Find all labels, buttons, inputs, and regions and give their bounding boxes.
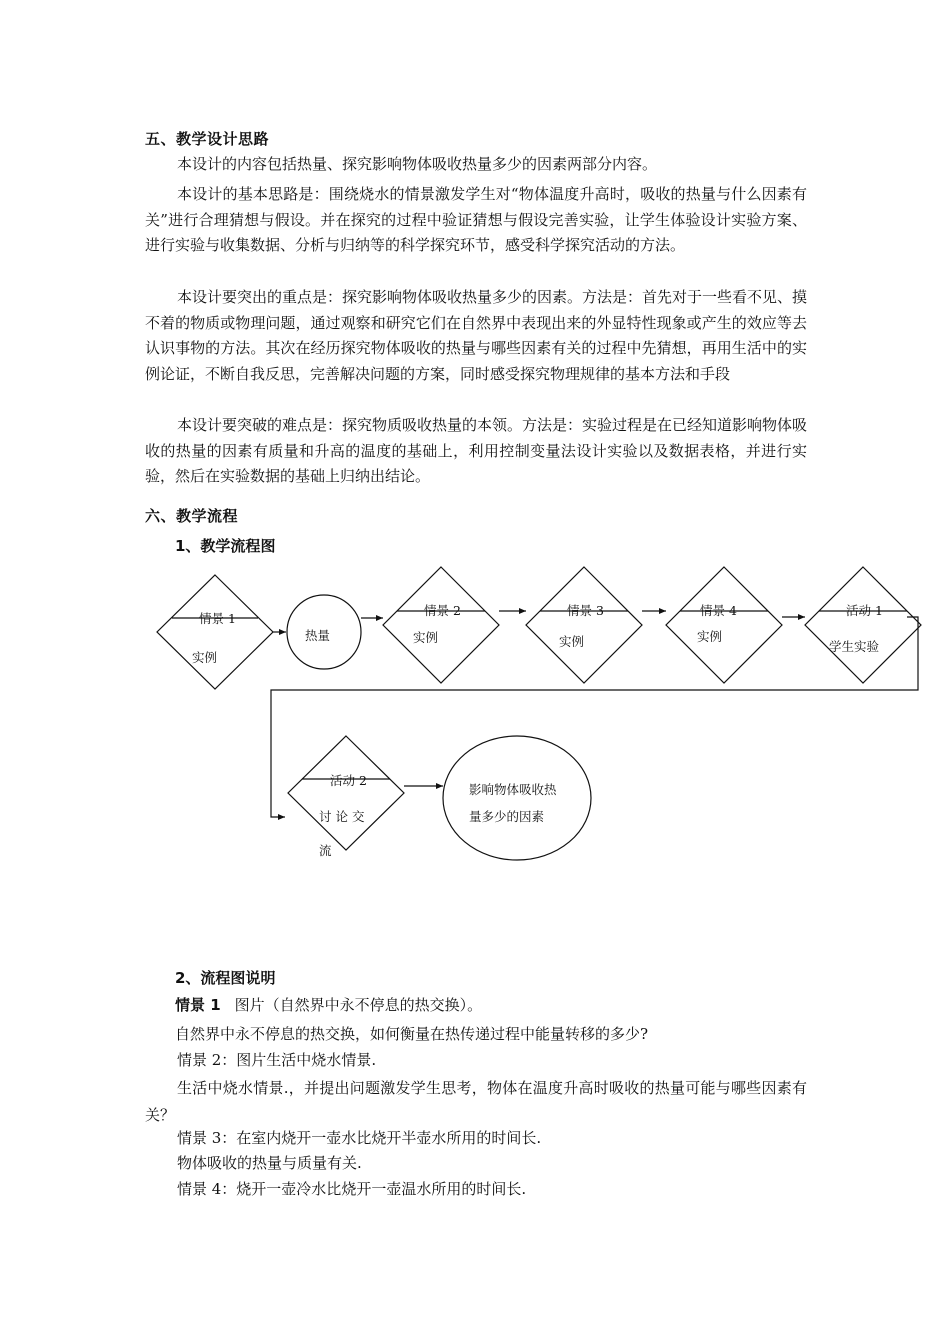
flow-node-activity-1-shape [805, 567, 921, 683]
flow-node-factors-label-line1: 影响物体吸收热 [469, 782, 557, 797]
flow-node-scene-2-title: 情景 2 [424, 603, 461, 618]
flow-node-scene-4-shape [666, 567, 782, 683]
flow-node-scene-3-title: 情景 3 [567, 603, 604, 618]
section-5-paragraph-1: 本设计的内容包括热量、探究影响物体吸收热量多少的因素两部分内容。 [177, 155, 658, 173]
flow-node-activity-2-shape [288, 736, 404, 850]
explanation-line-6: 物体吸收的热量与质量有关. [177, 1154, 362, 1172]
section-5-paragraph-4: 本设计要突破的难点是：探究物质吸收热量的本领。方法是：实验过程是在已经知道影响物体吸收的热量的因素有质量和升高的温度的基础上，利用控制变量法设计实验以及数据表格，并进行实验，然后在实验数据的基础上归纳出结论。 [145, 416, 808, 485]
explanation-line-4: 生活中烧水情景.，并提出问题激发学生思考，物体在温度升高时吸收的热量可能与哪些因素有关？ [145, 1079, 807, 1124]
flow-node-scene-4-label: 实例 [697, 629, 723, 644]
section-5-paragraph-3: 本设计要突出的重点是：探究影响物体吸收热量多少的因素。方法是：首先对于一些看不见、摸不着的物质或物理问题，通过观察和研究它们在自然界中表现出来的外显特性现象或产生的效应等去认识事物的方法。其次在经历探究物体吸收的热量与哪些因素有关的过程中先猜想，再用生活中的实例论证，不断自我反思，完善解决问题的方案，同时感受探究物理规律的基本方法和手段 [145, 288, 808, 383]
flow-node-activity-2-label-line2: 流 [319, 843, 332, 858]
flow-node-scene-2-label: 实例 [413, 630, 439, 645]
flow-node-activity-2-label-line1: 讨 论 交 [319, 809, 365, 824]
flow-connector [271, 617, 918, 817]
section-5-heading: 五、教学设计思路 [145, 130, 270, 148]
explanation-line-1 [175, 995, 482, 1015]
flow-node-activity-1-label: 学生实验 [829, 639, 880, 654]
flow-node-scene-1-shape [157, 575, 273, 689]
flow-node-scene-3-shape [526, 567, 642, 683]
flow-node-factors-label-line2: 量多少的因素 [469, 809, 545, 824]
explanation-line-5: 情景 3：在室内烧开一壶水比烧开半壶水所用的时间长. [177, 1129, 542, 1147]
section-5-paragraph-2: 本设计的基本思路是：围绕烧水的情景激发学生对“物体温度升高时，吸收的热量与什么因素有关”进行合理猜想与假设。并在探究的过程中验证猜想与假设完善实验，让学生体验设计实验方案、进行实验与收集数据、分析与归纳等的科学探究环节，感受科学探究活动的方法。 [145, 185, 807, 254]
flow-node-scene-4-title: 情景 4 [700, 603, 737, 618]
flow-node-scene-2-shape [383, 567, 499, 683]
flow-node-scene-1-label: 实例 [192, 650, 218, 665]
explanation-line-7: 情景 4：烧开一壶冷水比烧开一壶温水所用的时间长. [177, 1180, 527, 1198]
flow-node-heat-label: 热量 [305, 628, 331, 643]
flow-node-activity-2-title: 活动 2 [330, 773, 367, 788]
explanation-line-2: 自然界中永不停息的热交换，如何衡量在热传递过程中能量转移的多少? [175, 1025, 649, 1043]
flowchart-subheading: 1、教学流程图 [175, 537, 276, 555]
flow-node-activity-1-title: 活动 1 [846, 603, 883, 618]
explanation-line-3: 情景 2：图片生活中烧水情景. [177, 1051, 377, 1069]
scene-1-label: 情景 1 [175, 996, 221, 1014]
flow-node-scene-1-title: 情景 1 [199, 611, 236, 626]
flow-node-scene-3-label: 实例 [559, 634, 585, 649]
flow-node-factors-shape [443, 736, 591, 860]
flowchart-explanation-heading: 2、流程图说明 [175, 969, 276, 987]
section-6-heading: 六、教学流程 [145, 507, 239, 525]
scene-1-text: 图片（自然界中永不停息的热交换）。 [234, 996, 483, 1014]
